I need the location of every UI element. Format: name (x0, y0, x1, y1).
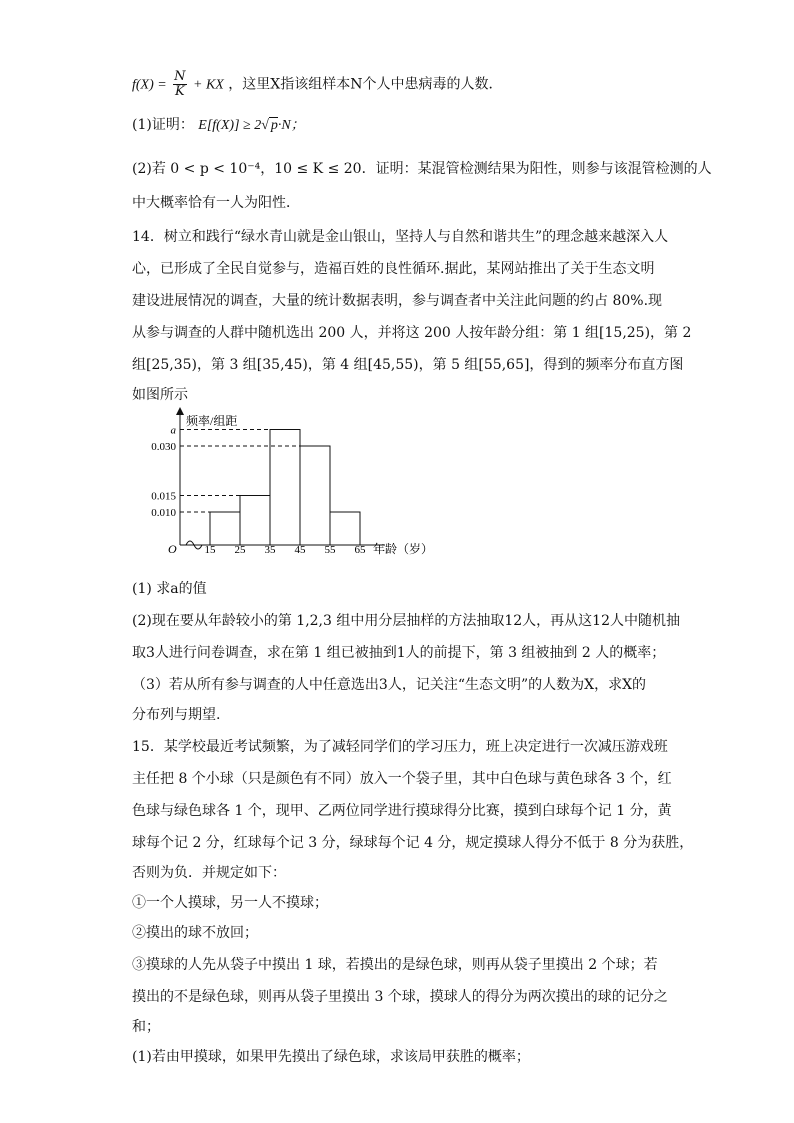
q13-part2-line1: (2)若 0 < p < 10⁻⁴，10 ≤ K ≤ 20．证明：某混管检测结果为阳性，则参与该混管检测的人 (132, 161, 712, 177)
f-of-x: f(X) = (132, 77, 167, 93)
x-tick-label-45: 45 (294, 544, 306, 556)
y-tick-label-4: a (170, 424, 176, 437)
q15-rule2: ②摸出的球不放回； (132, 925, 258, 941)
q15-part1: (1)若由甲摸球，如果甲先摸出了绿色球，求该局甲获胜的概率； (132, 1049, 530, 1065)
x-axis-label: 年龄（岁） (373, 542, 434, 556)
q14-part2-line1: (2)现在要从年龄较小的第 1,2,3 组中用分层抽样的方法抽取12人，再从这12人中随机抽 (132, 613, 680, 629)
frequency-histogram (151, 405, 450, 560)
q13-definition (132, 70, 503, 99)
q14-part2-line2: 取3人进行问卷调查，求在第 1 组已被抽到1人的前提下，第 3 组被抽到 2 人的概率； (132, 645, 666, 661)
q15-rule3-line3: 和； (132, 1019, 160, 1035)
q14-line6: 如图所示 (132, 387, 188, 403)
x-tick-label-25: 25 (234, 544, 246, 556)
q13-part2-line2: 中大概率恰有一人为阳性． (132, 195, 300, 211)
histogram-bar-1 (210, 512, 240, 545)
q14-line4: 从参与调查的人群中随机选出 200 人，并将这 200 人按年龄分组：第 1 组[15,25)，第 2 (132, 325, 692, 341)
fraction-denominator: K (175, 84, 185, 99)
q15-rule3-line1: ③摸球的人先从袋子中摸出 1 球，若摸出的是绿色球，则再从袋子里摸出 2 个球；若 (132, 957, 658, 973)
x-tick-label-35: 35 (264, 544, 276, 556)
q15-line2: 主任把 8 个小球（只是颜色有不同）放入一个袋子里，其中白色球与黄色球各 3 个，红 (132, 771, 672, 787)
q15-rule1: ①一个人摸球，另一人不摸球； (132, 895, 328, 911)
origin-label: O (168, 542, 177, 556)
x-tick-label-15: 15 (204, 544, 216, 556)
kx-term: + KX (193, 77, 224, 93)
histogram-bar-3 (270, 430, 300, 546)
q14-line1: 14．树立和践行“绿水青山就是金山银山，坚持人与自然和谐共生”的理念越来越深入人 (132, 229, 669, 245)
q14-line3: 建设进展情况的调查，大量的统计数据表明，参与调查者中关注此问题的约占 80%.现 (132, 293, 663, 309)
fraction-numerator: N (174, 69, 186, 84)
histogram-bar-4 (300, 446, 330, 545)
sqrt-radicand: p (270, 118, 278, 133)
histogram-bar-5 (330, 512, 360, 545)
q14-line2: 心，已形成了全民自觉参与，造福百姓的良性循环.据此，某网站推出了关于生态文明 (132, 261, 655, 277)
times-n: ·N； (277, 118, 305, 133)
n-over-k-fraction (173, 70, 186, 99)
histogram-bar-2 (240, 496, 270, 546)
q14-part1: (1) 求a的值 (132, 581, 207, 597)
sqrt-symbol: √ (261, 118, 269, 133)
y-tick-label-3: 0.030 (151, 441, 176, 453)
y-tick-label-1: 0.010 (151, 507, 176, 519)
q15-line5: 否则为负．并规定如下： (132, 865, 286, 881)
q14-line5: 组[25,35)，第 3 组[35,45)，第 4 组[45,55)，第 5 组[55,65]，得到的频率分布直方图 (132, 357, 684, 373)
q15-line1: 15．某学校最近考试频繁，为了减轻同学们的学习压力，班上决定进行一次减压游戏班 (132, 739, 668, 755)
q15-rule3-line2: 摸出的不是绿色球，则再从袋子里摸出 3 个球，摸球人的得分为两次摸出的球的记分之 (132, 989, 668, 1005)
q15-line4: 球每个记 2 分，红球每个记 3 分，绿球每个记 4 分，规定摸球人得分不低于 8 分为获胜， (132, 835, 694, 851)
expectation-expr: E[f(X)] ≥ 2 (198, 118, 262, 133)
part1-label: (1)证明： (132, 117, 194, 133)
q15-line3: 色球与绿色球各 1 个，现甲、乙两位同学进行摸球得分比赛，摸到白球每个记 1 分，黄 (132, 803, 672, 819)
x-tick-label-55: 55 (324, 544, 336, 556)
q13-part1 (132, 114, 305, 134)
definition-text: ，这里X指该组样本N个人中患病毒的人数． (228, 76, 503, 93)
x-tick-label-65: 65 (354, 544, 366, 556)
y-axis-label: 频率/组距 (186, 414, 238, 428)
y-tick-label-2: 0.015 (151, 490, 176, 503)
q14-part3-line1: （3）若从所有参与调查的人中任意选出3人，记关注“生态文明”的人数为X，求X的 (132, 677, 647, 693)
q14-part3-line2: 分布列与期望. (132, 707, 221, 723)
